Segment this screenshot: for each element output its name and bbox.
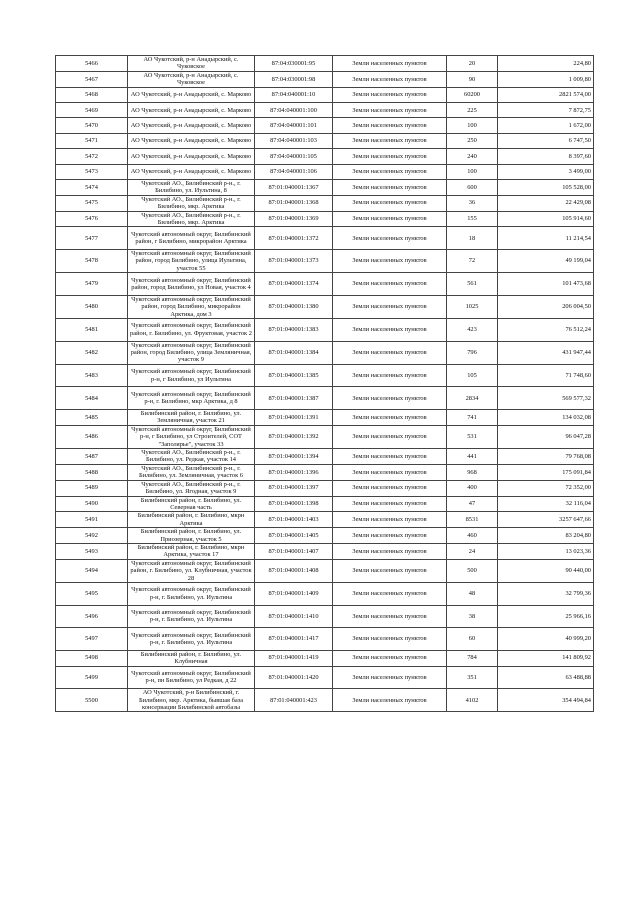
cadastral-value-cell: 2821 574,00 — [498, 87, 594, 102]
row-number: 5499 — [56, 666, 128, 689]
area-cell: 784 — [447, 650, 498, 666]
address-cell: Чукотский автономный округ, Билибинский район, город Билибино, ул Новая, участок 4 — [128, 273, 255, 296]
land-category-cell: Земли населенных пунктов — [333, 559, 447, 582]
area-cell: 741 — [447, 410, 498, 426]
row-number: 5486 — [56, 425, 128, 448]
row-number: 5470 — [56, 118, 128, 133]
cadastral-number-cell: 87:01:040001:1420 — [255, 666, 333, 689]
cadastral-number-cell: 87:01:040001:1397 — [255, 480, 333, 496]
table-row — [56, 164, 594, 179]
land-category-cell: Земли населенных пунктов — [333, 149, 447, 164]
address-cell: Чукотский автономный округ, Билибинский район, город Билибино, улица Земляничная, участок 9 — [128, 341, 255, 364]
cadastral-value-cell: 1 009,80 — [498, 71, 594, 87]
address-cell: АО Чукотский, р-н Анадырский, с. Марково — [128, 87, 255, 102]
cadastral-value-cell: 7 872,75 — [498, 103, 594, 118]
cadastral-value-cell: 206 004,50 — [498, 295, 594, 318]
cadastral-value-cell: 13 023,36 — [498, 543, 594, 559]
row-number: 5469 — [56, 103, 128, 118]
land-category-cell: Земли населенных пунктов — [333, 480, 447, 496]
address-cell: Чукотский автономный округ, Билибинский р-н, г. Билибино, ул. Иультина — [128, 605, 255, 628]
table-row — [56, 449, 594, 465]
cadastral-number-cell: 87:01:040001:1403 — [255, 512, 333, 528]
table-row — [56, 364, 594, 387]
cadastral-number-cell: 87:01:040001:1405 — [255, 528, 333, 544]
area-cell: 60200 — [447, 87, 498, 102]
area-cell: 48 — [447, 582, 498, 605]
row-number: 5489 — [56, 480, 128, 496]
address-cell: Билибинский район, г. Билибино, мкрн Арктика — [128, 512, 255, 528]
cadastral-number-cell: 87:04:040001:105 — [255, 149, 333, 164]
row-number: 5466 — [56, 56, 128, 72]
table-row — [56, 71, 594, 87]
address-cell: Билибинский район, г. Билибино, ул. Земляничная, участок 21 — [128, 410, 255, 426]
cadastral-number-cell: 87:01:040001:1407 — [255, 543, 333, 559]
cadastral-number-cell: 87:01:040001:1387 — [255, 387, 333, 410]
cadastral-value-cell: 101 473,68 — [498, 273, 594, 296]
row-number: 5494 — [56, 559, 128, 582]
land-category-cell: Земли населенных пунктов — [333, 87, 447, 102]
cadastral-number-cell: 87:04:040001:101 — [255, 118, 333, 133]
table-row — [56, 666, 594, 689]
cadastral-number-cell: 87:01:040001:1410 — [255, 605, 333, 628]
area-cell: 531 — [447, 425, 498, 448]
cadastral-number-cell: 87:01:040001:1392 — [255, 425, 333, 448]
cadastral-value-cell: 6 747,50 — [498, 133, 594, 148]
area-cell: 423 — [447, 319, 498, 342]
table-row — [56, 341, 594, 364]
area-cell: 24 — [447, 543, 498, 559]
address-cell: Чукотский АО., Билибинский р-н., г. Билибино, ул. Земляничная, участок 6 — [128, 464, 255, 480]
area-cell: 250 — [447, 133, 498, 148]
row-number: 5483 — [56, 364, 128, 387]
row-number: 5498 — [56, 650, 128, 666]
cadastral-value-cell: 175 091,84 — [498, 464, 594, 480]
area-cell: 72 — [447, 250, 498, 273]
row-number: 5496 — [56, 605, 128, 628]
area-cell: 500 — [447, 559, 498, 582]
land-category-cell: Земли населенных пунктов — [333, 56, 447, 72]
area-cell: 47 — [447, 496, 498, 512]
table-row — [56, 56, 594, 72]
land-category-cell: Земли населенных пунктов — [333, 464, 447, 480]
cadastral-value-cell: 141 809,92 — [498, 650, 594, 666]
land-category-cell: Земли населенных пунктов — [333, 211, 447, 227]
address-cell: АО Чукотский, р-н Билибинский, г. Билибино, мкр. Арктика, бывшая база консервации Билибинской автобазы — [128, 689, 255, 712]
land-category-cell: Земли населенных пунктов — [333, 496, 447, 512]
area-cell: 8531 — [447, 512, 498, 528]
area-cell: 561 — [447, 273, 498, 296]
table-row — [56, 295, 594, 318]
table-row — [56, 689, 594, 712]
land-category-cell: Земли населенных пунктов — [333, 195, 447, 211]
area-cell: 968 — [447, 464, 498, 480]
table-row — [56, 273, 594, 296]
row-number: 5484 — [56, 387, 128, 410]
row-number: 5488 — [56, 464, 128, 480]
cadastral-value-cell: 79 768,08 — [498, 449, 594, 465]
land-category-cell: Земли населенных пунктов — [333, 528, 447, 544]
cadastral-value-cell: 8 397,60 — [498, 149, 594, 164]
cadastral-value-cell: 11 214,54 — [498, 227, 594, 250]
address-cell: Чукотский автономный округ, Билибинский район, г Билибино, микрорайон Арктика — [128, 227, 255, 250]
land-category-cell: Земли населенных пунктов — [333, 512, 447, 528]
cadastral-value-cell: 354 494,84 — [498, 689, 594, 712]
land-category-cell: Земли населенных пунктов — [333, 341, 447, 364]
area-cell: 460 — [447, 528, 498, 544]
table-body — [56, 56, 594, 712]
table-row — [56, 628, 594, 651]
row-number: 5472 — [56, 149, 128, 164]
address-cell: Билибинский район, г. Билибино, ул. Клубничная — [128, 650, 255, 666]
address-cell: Чукотский автономный округ, Билибинский р-н, г. Билибино, мкр Арктика, д 8 — [128, 387, 255, 410]
land-category-cell: Земли населенных пунктов — [333, 582, 447, 605]
table-row — [56, 179, 594, 195]
table-row — [56, 410, 594, 426]
table-row — [56, 227, 594, 250]
cadastral-number-cell: 87:04:040001:103 — [255, 133, 333, 148]
cadastral-number-cell: 87:01:040001:1419 — [255, 650, 333, 666]
cadastral-value-cell: 569 577,32 — [498, 387, 594, 410]
table-row — [56, 118, 594, 133]
land-category-cell: Земли населенных пунктов — [333, 387, 447, 410]
row-number: 5473 — [56, 164, 128, 179]
row-number: 5492 — [56, 528, 128, 544]
row-number: 5467 — [56, 71, 128, 87]
address-cell: АО Чукотский, р-н Анадырский, с. Марково — [128, 164, 255, 179]
address-cell: Билибинский район, г. Билибино, ул. Приозерная, участок 5 — [128, 528, 255, 544]
table-row — [56, 605, 594, 628]
cadastral-number-cell: 87:04:040001:106 — [255, 164, 333, 179]
cadastral-number-cell: 87:01:040001:1372 — [255, 227, 333, 250]
cadastral-value-cell: 83 204,80 — [498, 528, 594, 544]
cadastral-value-cell: 105 914,60 — [498, 211, 594, 227]
address-cell: Чукотский автономный округ, Билибинский район, город Билибино, микрорайон Арктика, дом 3 — [128, 295, 255, 318]
cadastral-number-cell: 87:01:040001:1396 — [255, 464, 333, 480]
cadastral-value-cell: 71 748,60 — [498, 364, 594, 387]
address-cell: Чукотский АО., Билибинский р-н., г. Билибино, ул. Иультина, 8 — [128, 179, 255, 195]
row-number: 5500 — [56, 689, 128, 712]
row-number: 5479 — [56, 273, 128, 296]
cadastral-value-cell: 1 672,00 — [498, 118, 594, 133]
cadastral-value-cell: 40 999,20 — [498, 628, 594, 651]
address-cell: АО Чукотский, р-н Анадырский, с. Марково — [128, 133, 255, 148]
table-row — [56, 464, 594, 480]
table-row — [56, 149, 594, 164]
table-row — [56, 559, 594, 582]
document-page — [55, 55, 593, 712]
land-category-cell: Земли населенных пунктов — [333, 689, 447, 712]
area-cell: 351 — [447, 666, 498, 689]
address-cell: Билибинский район, г. Билибино, мкрн Арктика, участок 17 — [128, 543, 255, 559]
area-cell: 60 — [447, 628, 498, 651]
land-category-cell: Земли населенных пунктов — [333, 650, 447, 666]
row-number: 5495 — [56, 582, 128, 605]
row-number: 5491 — [56, 512, 128, 528]
cadastral-value-cell: 22 429,08 — [498, 195, 594, 211]
cadastral-value-cell: 32 799,36 — [498, 582, 594, 605]
land-category-cell: Земли населенных пунктов — [333, 179, 447, 195]
address-cell: Чукотский АО., Билибинский р-н., г. Билибино, мкр. Арктика — [128, 195, 255, 211]
address-cell: Чукотский автономный округ, Билибинский район, город Билибино, улица Иультина, участок 55 — [128, 250, 255, 273]
row-number: 5487 — [56, 449, 128, 465]
cadastral-number-cell: 87:01:040001:1383 — [255, 319, 333, 342]
cadastral-number-cell: 87:01:040001:1385 — [255, 364, 333, 387]
cadastral-value-cell: 32 116,04 — [498, 496, 594, 512]
cadastral-number-cell: 87:01:040001:423 — [255, 689, 333, 712]
cadastral-number-cell: 87:01:040001:1368 — [255, 195, 333, 211]
cadastral-value-cell: 134 032,08 — [498, 410, 594, 426]
cadastral-value-cell: 96 047,28 — [498, 425, 594, 448]
cadastral-number-cell: 87:04:040001:100 — [255, 103, 333, 118]
table-row — [56, 425, 594, 448]
land-category-cell: Земли населенных пунктов — [333, 666, 447, 689]
cadastral-number-cell: 87:01:040001:1394 — [255, 449, 333, 465]
area-cell: 18 — [447, 227, 498, 250]
land-register-table — [55, 55, 594, 712]
address-cell: Чукотский автономный округ, Билибинский р-н, г Билибино, ул Иультина — [128, 364, 255, 387]
land-category-cell: Земли населенных пунктов — [333, 425, 447, 448]
cadastral-number-cell: 87:04:030001:95 — [255, 56, 333, 72]
address-cell: Билибинский район, г. Билибино, ул. Северная часть — [128, 496, 255, 512]
address-cell: Чукотский автономный округ, Билибинский р-н, г Билибино, ул Строителей, СОТ "Заполярье", участок 33 — [128, 425, 255, 448]
row-number: 5468 — [56, 87, 128, 102]
cadastral-value-cell: 49 199,04 — [498, 250, 594, 273]
address-cell: Чукотский автономный округ, Билибинский район, г. Билибино, ул. Фруктовая, участок 2 — [128, 319, 255, 342]
land-category-cell: Земли населенных пунктов — [333, 273, 447, 296]
land-category-cell: Земли населенных пунктов — [333, 410, 447, 426]
address-cell: Чукотский АО., Билибинский р-н., г. Билибино, ул. Редкая, участок 14 — [128, 449, 255, 465]
table-row — [56, 250, 594, 273]
land-category-cell: Земли населенных пунктов — [333, 133, 447, 148]
row-number: 5485 — [56, 410, 128, 426]
address-cell: АО Чукотский, р-н Анадырский, с. Марково — [128, 118, 255, 133]
row-number: 5475 — [56, 195, 128, 211]
row-number: 5477 — [56, 227, 128, 250]
area-cell: 38 — [447, 605, 498, 628]
address-cell: Чукотский автономный округ, Билибинский р-н, г. Билибино, ул. Иультина — [128, 582, 255, 605]
table-row — [56, 496, 594, 512]
address-cell: АО Чукотский, р-н Анадырский, с. Марково — [128, 103, 255, 118]
table-row — [56, 528, 594, 544]
address-cell: АО Чукотский, р-н Анадырский, с. Марково — [128, 149, 255, 164]
area-cell: 225 — [447, 103, 498, 118]
table-row — [56, 103, 594, 118]
area-cell: 400 — [447, 480, 498, 496]
land-category-cell: Земли населенных пунктов — [333, 295, 447, 318]
cadastral-number-cell: 87:01:040001:1409 — [255, 582, 333, 605]
cadastral-number-cell: 87:01:040001:1374 — [255, 273, 333, 296]
land-category-cell: Земли населенных пунктов — [333, 164, 447, 179]
land-category-cell: Земли населенных пунктов — [333, 103, 447, 118]
table-row — [56, 480, 594, 496]
table-row — [56, 387, 594, 410]
address-cell: Чукотский автономный округ, Билибинский р-н, пн Билибино, ул Редкая, д 22 — [128, 666, 255, 689]
land-category-cell: Земли населенных пунктов — [333, 118, 447, 133]
table-row — [56, 543, 594, 559]
cadastral-number-cell: 87:01:040001:1408 — [255, 559, 333, 582]
row-number: 5471 — [56, 133, 128, 148]
area-cell: 36 — [447, 195, 498, 211]
table-row — [56, 582, 594, 605]
table-row — [56, 319, 594, 342]
row-number: 5478 — [56, 250, 128, 273]
address-cell: Чукотский автономный округ, Билибинский р-н, г. Билибино, ул. Иультина — [128, 628, 255, 651]
cadastral-value-cell: 105 528,00 — [498, 179, 594, 195]
land-category-cell: Земли населенных пунктов — [333, 449, 447, 465]
table-row — [56, 650, 594, 666]
cadastral-number-cell: 87:01:040001:1367 — [255, 179, 333, 195]
cadastral-value-cell: 25 966,16 — [498, 605, 594, 628]
row-number: 5474 — [56, 179, 128, 195]
address-cell: АО Чукотский, р-н Анадырский, с. Чуковское — [128, 71, 255, 87]
row-number: 5482 — [56, 341, 128, 364]
table-row — [56, 133, 594, 148]
area-cell: 90 — [447, 71, 498, 87]
row-number: 5490 — [56, 496, 128, 512]
land-category-cell: Земли населенных пунктов — [333, 71, 447, 87]
cadastral-value-cell: 3257 647,66 — [498, 512, 594, 528]
table-row — [56, 512, 594, 528]
area-cell: 4102 — [447, 689, 498, 712]
cadastral-number-cell: 87:01:040001:1384 — [255, 341, 333, 364]
land-category-cell: Земли населенных пунктов — [333, 628, 447, 651]
land-category-cell: Земли населенных пунктов — [333, 364, 447, 387]
area-cell: 441 — [447, 449, 498, 465]
land-category-cell: Земли населенных пунктов — [333, 250, 447, 273]
cadastral-value-cell: 72 352,00 — [498, 480, 594, 496]
cadastral-value-cell: 76 512,24 — [498, 319, 594, 342]
cadastral-number-cell: 87:01:040001:1373 — [255, 250, 333, 273]
cadastral-value-cell: 3 499,00 — [498, 164, 594, 179]
row-number: 5480 — [56, 295, 128, 318]
area-cell: 20 — [447, 56, 498, 72]
cadastral-value-cell: 90 440,00 — [498, 559, 594, 582]
row-number: 5493 — [56, 543, 128, 559]
land-category-cell: Земли населенных пунктов — [333, 543, 447, 559]
address-cell: Чукотский автономный округ, Билибинский район, г. Билибино, ул. Клубничная, участок 28 — [128, 559, 255, 582]
cadastral-number-cell: 87:04:030001:98 — [255, 71, 333, 87]
area-cell: 240 — [447, 149, 498, 164]
cadastral-number-cell: 87:01:040001:1380 — [255, 295, 333, 318]
area-cell: 155 — [447, 211, 498, 227]
cadastral-number-cell: 87:01:040001:1369 — [255, 211, 333, 227]
cadastral-value-cell: 63 488,88 — [498, 666, 594, 689]
cadastral-number-cell: 87:01:040001:1398 — [255, 496, 333, 512]
cadastral-number-cell: 87:01:040001:1391 — [255, 410, 333, 426]
cadastral-number-cell: 87:01:040001:1417 — [255, 628, 333, 651]
cadastral-value-cell: 431 947,44 — [498, 341, 594, 364]
row-number: 5497 — [56, 628, 128, 651]
address-cell: Чукотский АО., Билибинский р-н., г. Билибино, мкр. Арктика — [128, 211, 255, 227]
area-cell: 1025 — [447, 295, 498, 318]
address-cell: АО Чукотский, р-н Анадырский, с. Чуковское — [128, 56, 255, 72]
area-cell: 105 — [447, 364, 498, 387]
row-number: 5476 — [56, 211, 128, 227]
area-cell: 796 — [447, 341, 498, 364]
table-row — [56, 87, 594, 102]
area-cell: 100 — [447, 164, 498, 179]
area-cell: 2834 — [447, 387, 498, 410]
land-category-cell: Земли населенных пунктов — [333, 319, 447, 342]
row-number: 5481 — [56, 319, 128, 342]
address-cell: Чукотский АО., Билибинский р-н., г. Билибино, ул. Ягодная, участок 9 — [128, 480, 255, 496]
area-cell: 100 — [447, 118, 498, 133]
table-row — [56, 195, 594, 211]
land-category-cell: Земли населенных пунктов — [333, 227, 447, 250]
cadastral-number-cell: 87:04:040001:10 — [255, 87, 333, 102]
land-category-cell: Земли населенных пунктов — [333, 605, 447, 628]
cadastral-value-cell: 224,80 — [498, 56, 594, 72]
area-cell: 600 — [447, 179, 498, 195]
table-row — [56, 211, 594, 227]
